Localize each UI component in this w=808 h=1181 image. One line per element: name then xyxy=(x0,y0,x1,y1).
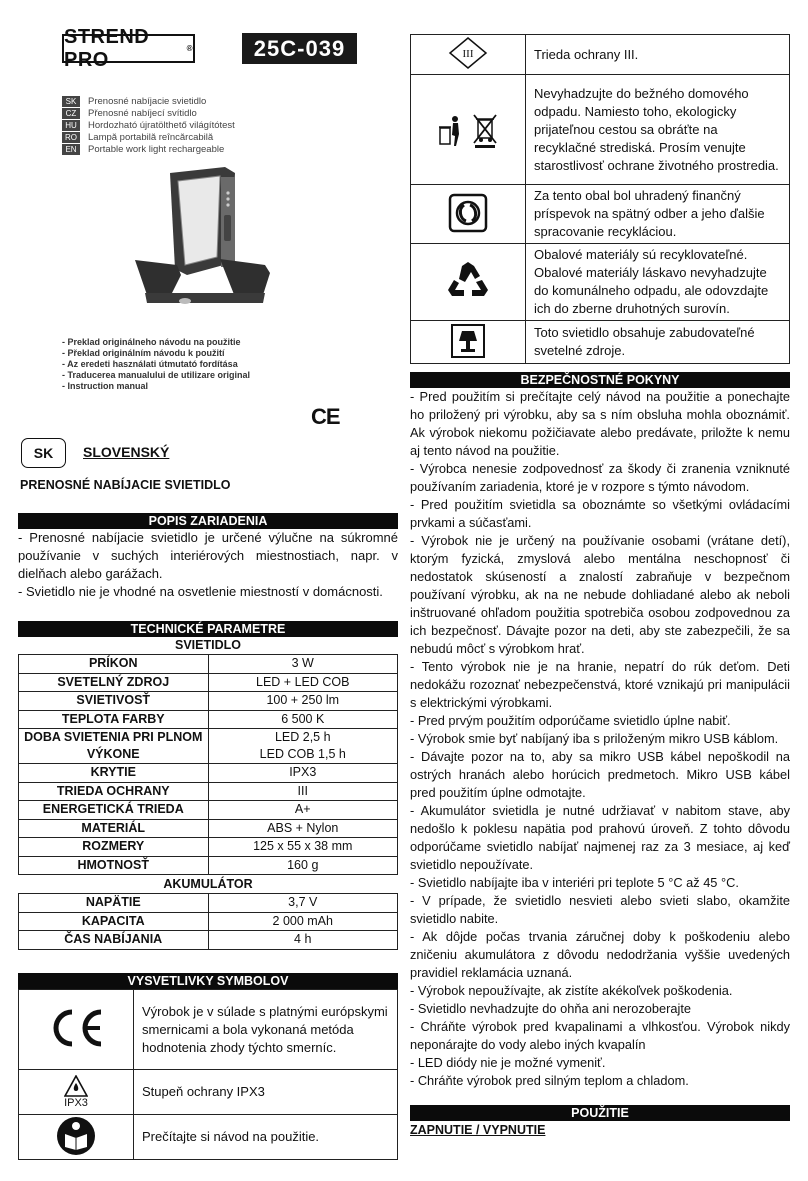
safety-paragraph: - Pred použitím si prečítajte celý návod na použitie a ponechajte ho priložený pri výrobku, aby sa s ním obsluha mohla oboznámiť. Ak výrobok niekomu požičiavate alebo predávate, priložte k nemu aj tento návod na použitie. xyxy=(410,389,790,458)
tech-row xyxy=(19,764,398,783)
tech-value-line: LED 2,5 h xyxy=(274,730,331,744)
green-dot-icon xyxy=(448,193,488,233)
safety-heading: BEZPEČNOSTNÉ POKYNY xyxy=(410,372,790,388)
symbol-row xyxy=(19,1070,398,1115)
work-light-image xyxy=(125,165,275,310)
manual-translation-line: - Preklad originálneho návodu na použitie xyxy=(62,337,241,347)
symbol-text: Toto svietidlo obsahuje zabudovateľné svetelné zdroje. xyxy=(526,321,790,364)
tech-row xyxy=(19,801,398,820)
tech-row xyxy=(19,819,398,838)
language-code: RO xyxy=(62,132,80,143)
symbol-row xyxy=(19,1115,398,1160)
safety-paragraph: - Výrobok nepoužívajte, ak zistíte akékoľvek poškodenia. xyxy=(410,983,733,998)
tech-value-line: LED COB 1,5 h xyxy=(259,747,346,761)
language-product-name: Prenosné nabíjacie svietidlo xyxy=(88,95,207,107)
safety-paragraph: - Chráňte výrobok pred kvapalinami a vlhkosťou. Výrobok nikdy neponárajte do vody alebo iných kvapalín xyxy=(410,1019,790,1052)
tech-row xyxy=(19,729,398,764)
manual-translation-line: - Překlad originálním návodu k použití xyxy=(62,348,225,358)
lamp-icon xyxy=(451,324,485,358)
language-row xyxy=(62,119,302,131)
tech-row xyxy=(19,838,398,857)
tech-key: TEPLOTA FARBY xyxy=(19,710,209,729)
tech-key: PRÍKON xyxy=(19,655,209,674)
language-row xyxy=(62,143,302,155)
language-code-badge: SK xyxy=(21,438,66,468)
symbol-row xyxy=(411,35,790,75)
safety-paragraph: - Pred prvým použitím odporúčame svietidlo úplne nabiť. xyxy=(410,713,731,728)
manual-lines xyxy=(62,337,302,392)
symbol-icon-cell xyxy=(411,321,526,364)
language-product-name: Portable work light rechargeable xyxy=(88,143,225,155)
tech-value xyxy=(208,729,398,764)
symbol-row xyxy=(411,321,790,364)
symbols-table-right xyxy=(410,34,790,364)
tech-value: III xyxy=(208,782,398,801)
symbol-text: Trieda ochrany III. xyxy=(526,35,790,75)
weee-bin-icon xyxy=(471,112,499,148)
symbol-text: Nevyhadzujte do bežného domového odpadu. Namiesto toho, ekologicky prijateľnou cestou sa obráťte na recyklačné strediská. Prosím venujte starostlivosť ochrane životného prostredia. xyxy=(526,75,790,185)
description-paragraph-1: - Prenosné nabíjacie svietidlo je určené výlučne na súkromné používanie v suchých interiérových miestnostiach, napr. v dielňach alebo garážach. xyxy=(18,530,398,581)
description-section xyxy=(18,513,398,601)
symbol-row xyxy=(19,990,398,1070)
tech-value: 100 + 250 lm xyxy=(208,692,398,711)
tech-row xyxy=(19,655,398,674)
symbols-heading: VYSVETLIVKY SYMBOLOV xyxy=(18,973,398,989)
language-row xyxy=(62,95,302,107)
symbol-text: Výrobok je v súlade s platnými európskymi smernicami a bola vykonaná metóda hodnotenia zhody týchto smerníc. xyxy=(134,990,398,1070)
symbol-icon-cell xyxy=(411,185,526,244)
tech-row xyxy=(19,782,398,801)
class-iii-icon xyxy=(448,36,488,70)
symbol-row xyxy=(411,244,790,321)
symbol-text: Za tento obal bol uhradený finančný príspevok na spätný odber a jeho ďalšie spracovanie recykláciou. xyxy=(526,185,790,244)
class-iii-label: III xyxy=(462,48,474,60)
safety-section xyxy=(410,372,790,1090)
description-heading: POPIS ZARIADENIA xyxy=(18,513,398,529)
tech-value: 125 x 55 x 38 mm xyxy=(208,838,398,857)
safety-paragraph: - Výrobok nie je určený na používanie osobami (vrátane detí), ktorým fyzická, zmyslová alebo mentálna neschopnosť či nedostatok skúseností a znalostí zabraňuje v bezpečnom používaní výrobku, ak na ne nebude dohliadané alebo ak neboli inštruované ohľadom použitia spotrebiča osobou zodpovednou za ich bezpečnosť. Dávajte pozor na deti, aby ste zabezpečili, že sa nebudú môcť s výrobkom hrať. xyxy=(410,533,790,656)
tech-sub-battery: AKUMULÁTOR xyxy=(163,877,253,891)
usage-heading: POUŽITIE xyxy=(410,1105,790,1121)
tech-value: 3,7 V xyxy=(208,894,398,913)
manual-translation-line: - Traducerea manualului de utilizare original xyxy=(62,370,251,380)
symbol-icon-cell xyxy=(411,75,526,185)
tech-section xyxy=(18,621,398,950)
symbol-icon-cell xyxy=(19,1070,134,1115)
safety-paragraph: - Dávajte pozor na to, aby sa mikro USB kábel nepoškodil na ostrých hranách alebo horúcich predmetoch. Mikro USB kábel pred použitím úplne odmotajte. xyxy=(410,749,790,800)
safety-paragraph: - Tento výrobok nie je na hranie, nepatrí do rúk deťom. Deti nedokážu rozoznať nebezpečenstvá, ktoré vznikajú pri manipulácii s elektrickými výrobkami. xyxy=(410,659,790,710)
tech-key: MATERIÁL xyxy=(19,819,209,838)
tech-value: A+ xyxy=(208,801,398,820)
safety-paragraph: - Akumulátor svietidla je nutné udržiavať v nabitom stave, aby nedošlo k poklesu napätia pod prahovú úroveň. Z tohto dôvodu odporúčame svietidlo nabíjať najmenej raz za 3 mesiace, aj keď svietidlo nepoužívate. xyxy=(410,803,790,872)
tech-key-line: VÝKONE xyxy=(86,747,140,761)
tech-row xyxy=(19,931,398,950)
tech-row xyxy=(19,673,398,692)
tech-value: LED + LED COB xyxy=(208,673,398,692)
symbol-text: Obalové materiály sú recyklovateľné. Obalové materiály láskavo nevyhadzujte do komunálneho odpadu, ale odovzdajte ich do zberne druhotných surovín. xyxy=(526,244,790,321)
language-row xyxy=(62,107,302,119)
language-list xyxy=(62,95,302,155)
tech-row xyxy=(19,856,398,875)
tech-table-light xyxy=(18,654,398,875)
symbol-icon-cell xyxy=(19,990,134,1070)
safety-paragraph: - Výrobok smie byť nabíjaný iba s priloženým mikro USB káblom. xyxy=(410,731,779,746)
ce-mark: CE xyxy=(311,404,340,429)
symbol-row xyxy=(411,75,790,185)
manual-translation-line: - Instruction manual xyxy=(62,381,149,391)
brand-name: STREND PRO xyxy=(64,25,150,71)
tech-sub-light: SVIETIDLO xyxy=(175,638,241,652)
language-product-name: Hordozható újratölthető világítótest xyxy=(88,119,235,131)
tech-key: ČAS NABÍJANIA xyxy=(19,931,209,950)
tech-key: ENERGETICKÁ TRIEDA xyxy=(19,801,209,820)
tech-value: 3 W xyxy=(208,655,398,674)
description-paragraph-2: - Svietidlo nie je vhodné na osvetlenie miestností v domácnosti. xyxy=(18,584,383,599)
safety-paragraph: - Výrobca nenesie zodpovednosť za škody či zranenia vzniknuté používaním zariadenia, ktoré je v rozpore s týmto návodom. xyxy=(410,461,790,494)
language-name: SLOVENSKÝ xyxy=(83,444,170,460)
safety-paragraphs xyxy=(410,388,790,1090)
product-title: PRENOSNÉ NABÍJACIE SVIETIDLO xyxy=(20,478,231,492)
symbol-text: Stupeň ochrany IPX3 xyxy=(134,1070,398,1115)
tech-key xyxy=(19,729,209,764)
symbol-text: Prečítajte si návod na použitie. xyxy=(134,1115,398,1160)
ce-mark-icon xyxy=(46,1006,106,1050)
read-manual-icon xyxy=(56,1116,96,1156)
symbols-table-left xyxy=(18,989,398,1160)
tech-value: 2 000 mAh xyxy=(208,912,398,931)
tech-value: 160 g xyxy=(208,856,398,875)
symbol-row xyxy=(411,185,790,244)
usage-subheading: ZAPNUTIE / VYPNUTIE xyxy=(410,1123,546,1137)
language-product-name: Přenosné nabíjecí svítidlo xyxy=(88,107,197,119)
safety-paragraph: - Svietidlo nabíjajte iba v interiéri pri teplote 5 °C až 45 °C. xyxy=(410,875,739,890)
tech-row xyxy=(19,710,398,729)
trash-person-icon xyxy=(437,114,463,148)
tech-key: SVETELNÝ ZDROJ xyxy=(19,673,209,692)
tech-key: HMOTNOSŤ xyxy=(19,856,209,875)
safety-paragraph: - Pred použitím svietidla sa oboznámte so všetkými ovládacími prvkami a súčasťami. xyxy=(410,497,790,530)
safety-paragraph: - Ak dôjde počas trvania záručnej doby k poškodeniu alebo zničeniu akumulátora z dôvodu nedodržania vyššie uvedených pravidiel reklamácia uznaná. xyxy=(410,929,790,980)
model-number: 25C-039 xyxy=(242,33,357,64)
symbol-icon-cell xyxy=(19,1115,134,1160)
tech-key: KAPACITA xyxy=(19,912,209,931)
tech-row xyxy=(19,894,398,913)
symbol-icon-cell xyxy=(411,244,526,321)
tech-key: KRYTIE xyxy=(19,764,209,783)
safety-paragraph: - V prípade, že svietidlo nesvieti alebo svieti slabo, okamžite svietidlo nabite. xyxy=(410,893,790,926)
symbol-icon-cell xyxy=(411,35,526,75)
safety-paragraph: - Chráňte výrobok pred silným teplom a chladom. xyxy=(410,1073,689,1088)
tech-value: IPX3 xyxy=(208,764,398,783)
tech-row xyxy=(19,912,398,931)
language-code: HU xyxy=(62,120,80,131)
recycle-icon xyxy=(446,260,490,302)
tech-key: SVIETIVOSŤ xyxy=(19,692,209,711)
symbols-section-right xyxy=(410,34,790,364)
tech-key: NAPÄTIE xyxy=(19,894,209,913)
manual-translation-line: - Az eredeti használati útmutató fordítása xyxy=(62,359,238,369)
safety-paragraph: - LED diódy nie je možné vymeniť. xyxy=(410,1055,606,1070)
tech-heading: TECHNICKÉ PARAMETRE xyxy=(18,621,398,637)
language-product-name: Lampă portabilă reîncărcabilă xyxy=(88,131,214,143)
tech-key: TRIEDA OCHRANY xyxy=(19,782,209,801)
tech-table-battery xyxy=(18,893,398,950)
language-code: CZ xyxy=(62,108,80,119)
tech-value: ABS + Nylon xyxy=(208,819,398,838)
tech-key: ROZMERY xyxy=(19,838,209,857)
language-row xyxy=(62,131,302,143)
language-code: SK xyxy=(62,96,80,107)
safety-paragraph: - Svietidlo nevhadzujte do ohňa ani nerozoberajte xyxy=(410,1001,692,1016)
tech-value: 4 h xyxy=(208,931,398,950)
brand-logo: STREND PRO ® xyxy=(64,25,193,71)
language-code: EN xyxy=(62,144,80,155)
product-image xyxy=(125,165,275,310)
symbols-section xyxy=(18,973,398,1160)
ipx3-icon xyxy=(64,1075,88,1097)
tech-key-line: DOBA SVIETENIA PRI PLNOM xyxy=(24,730,203,744)
tech-row xyxy=(19,692,398,711)
usage-section xyxy=(410,1105,790,1139)
ipx3-label: IPX3 xyxy=(64,1097,88,1109)
tech-value: 6 500 K xyxy=(208,710,398,729)
